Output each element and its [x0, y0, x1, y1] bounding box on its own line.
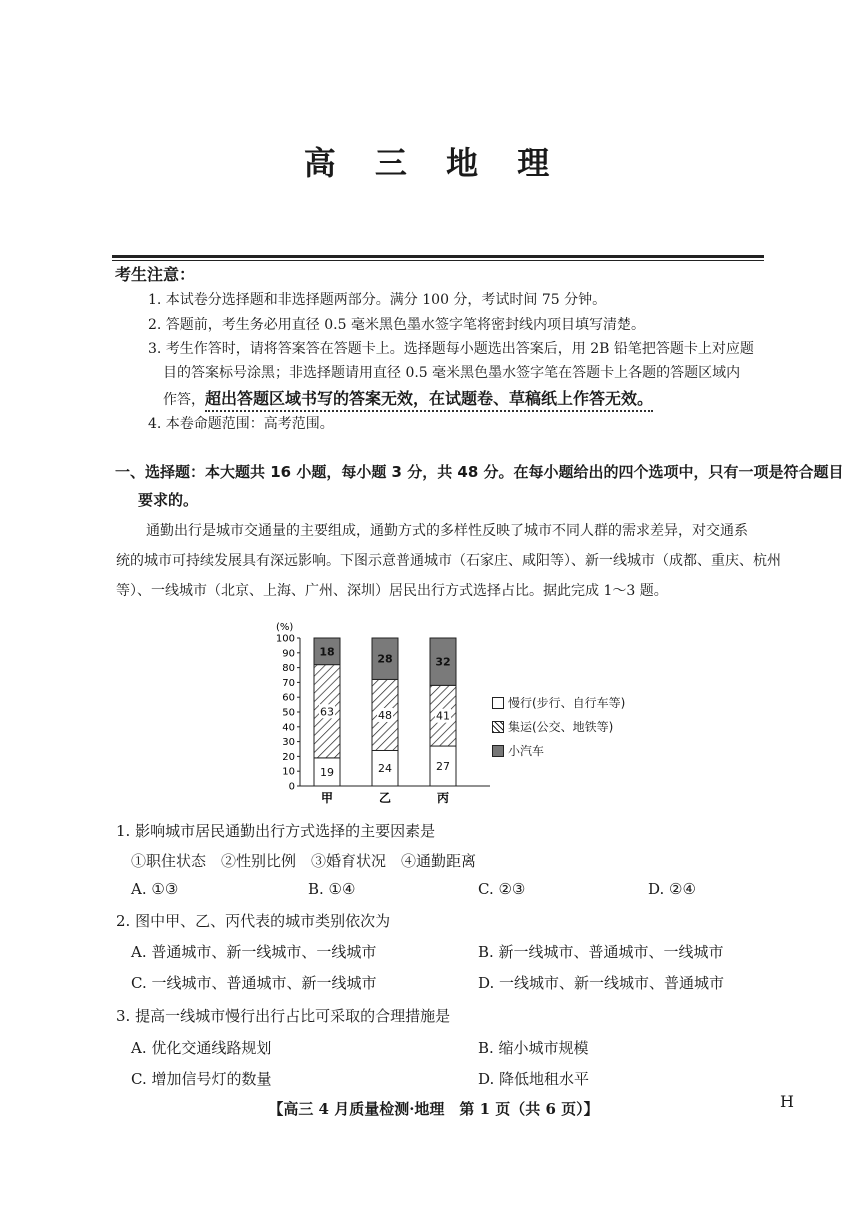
- notice-item-3: 3. 考生作答时，请将答案答在答题卡上。选择题每小题选出答案后，用 2B 铅笔把答题卡上对应题: [148, 341, 754, 357]
- y-tick-label: 60: [282, 692, 295, 704]
- data-label: 32: [435, 655, 451, 669]
- x-category-label: 丙: [436, 791, 450, 805]
- notice-item-3-tail: 作答，: [163, 392, 205, 408]
- corner-mark: H: [780, 1092, 794, 1111]
- q2-option-a: A. 普通城市、新一线城市、一线城市: [131, 943, 377, 961]
- header-rule-thin: [112, 260, 764, 261]
- y-tick-label: 90: [282, 648, 295, 660]
- q1-option-b: B. ①④: [308, 880, 356, 898]
- y-tick-label: 70: [282, 677, 295, 689]
- stacked-bar-chart: [270, 618, 690, 813]
- q3-option-b: B. 缩小城市规模: [478, 1039, 589, 1057]
- data-label: 28: [377, 652, 393, 666]
- data-label: 27: [436, 760, 450, 774]
- notice-item-1: 1. 本试卷分选择题和非选择题两部分。满分 100 分，考试时间 75 分钟。: [148, 292, 607, 308]
- page-footer: 【高三 4 月质量检测·地理 第 1 页（共 6 页）】: [268, 1100, 599, 1118]
- y-tick-label: 10: [282, 766, 295, 778]
- legend-swatch-transit: [492, 721, 504, 733]
- y-tick-label: 80: [282, 663, 295, 675]
- q1-option-a: A. ①③: [131, 880, 179, 898]
- y-tick-label: 40: [282, 722, 295, 734]
- q2-option-d: D. 一线城市、新一线城市、普通城市: [478, 974, 725, 992]
- section-heading-cont: 要求的。: [138, 491, 199, 509]
- legend-swatch-car: [492, 745, 504, 757]
- question-3-stem: 3. 提高一线城市慢行出行占比可采取的合理措施是: [116, 1007, 451, 1025]
- data-label: 19: [320, 765, 334, 779]
- header-rule-thick: [112, 255, 764, 258]
- y-tick-label: 100: [275, 633, 295, 645]
- q3-option-a: A. 优化交通线路规划: [131, 1039, 272, 1057]
- x-category-label: 甲: [320, 791, 334, 805]
- q1-option-d: D. ②④: [648, 880, 696, 898]
- notice-emphasis: 超出答题区域书写的答案无效，在试题卷、草稿纸上作答无效。: [205, 389, 653, 412]
- notice-item-3-end: [163, 386, 653, 409]
- question-2-stem: 2. 图中甲、乙、丙代表的城市类别依次为: [116, 912, 391, 930]
- data-label: 48: [378, 708, 392, 722]
- y-tick-label: 30: [282, 737, 295, 749]
- question-1-items: ①职住状态 ②性别比例 ③婚育状况 ④通勤距离: [131, 852, 477, 870]
- legend-label-car: 小汽车: [508, 744, 545, 758]
- y-tick-label: 0: [288, 781, 295, 793]
- notice-heading: 考生注意：: [115, 265, 196, 284]
- page-title: 高 三 地 理: [303, 144, 564, 182]
- y-tick-label: 50: [282, 707, 295, 719]
- intro-line-2: 统的城市可持续发展具有深远影响。下图示意普通城市（石家庄、咸阳等）、新一线城市（成都、重庆、杭州: [116, 553, 781, 569]
- legend-slow: [492, 694, 625, 711]
- legend-swatch-slow: [492, 697, 504, 709]
- question-1-stem: 1. 影响城市居民通勤出行方式选择的主要因素是: [116, 822, 436, 840]
- section-heading: 一、选择题：本大题共 16 小题，每小题 3 分，共 48 分。在每小题给出的四个选项中，只有一项是符合题目: [115, 463, 844, 481]
- data-label: 41: [436, 709, 450, 723]
- intro-line-3: 等）、一线城市（北京、上海、广州、深圳）居民出行方式选择占比。据此完成 1～3 题。: [116, 583, 668, 599]
- data-label: 24: [378, 762, 392, 776]
- legend-label-slow: 慢行(步行、自行车等): [508, 696, 626, 710]
- legend-label-transit: 集运(公交、地铁等): [508, 720, 614, 734]
- data-label: 63: [320, 705, 334, 719]
- x-category-label: 乙: [378, 791, 392, 805]
- y-axis-label: (%): [276, 622, 294, 633]
- notice-item-4: 4. 本卷命题范围：高考范围。: [148, 416, 334, 432]
- q2-option-c: C. 一线城市、普通城市、新一线城市: [131, 974, 377, 992]
- data-label: 18: [319, 645, 335, 659]
- legend-transit: [492, 718, 613, 735]
- y-tick-label: 20: [282, 751, 295, 763]
- q2-option-b: B. 新一线城市、普通城市、一线城市: [478, 943, 724, 961]
- intro-line-1: 通勤出行是城市交通量的主要组成，通勤方式的多样性反映了城市不同人群的需求差异，对交通系: [146, 523, 748, 539]
- q1-option-c: C. ②③: [478, 880, 526, 898]
- q3-option-c: C. 增加信号灯的数量: [131, 1070, 272, 1088]
- legend-car: [492, 742, 544, 759]
- notice-item-2: 2. 答题前，考生务必用直径 0.5 毫米黑色墨水签字笔将密封线内项目填写清楚。: [148, 317, 645, 333]
- notice-item-3-cont: 目的答案标号涂黑；非选择题请用直径 0.5 毫米黑色墨水签字笔在答题卡上各题的答题区域内: [163, 365, 741, 381]
- q3-option-d: D. 降低地租水平: [478, 1070, 590, 1088]
